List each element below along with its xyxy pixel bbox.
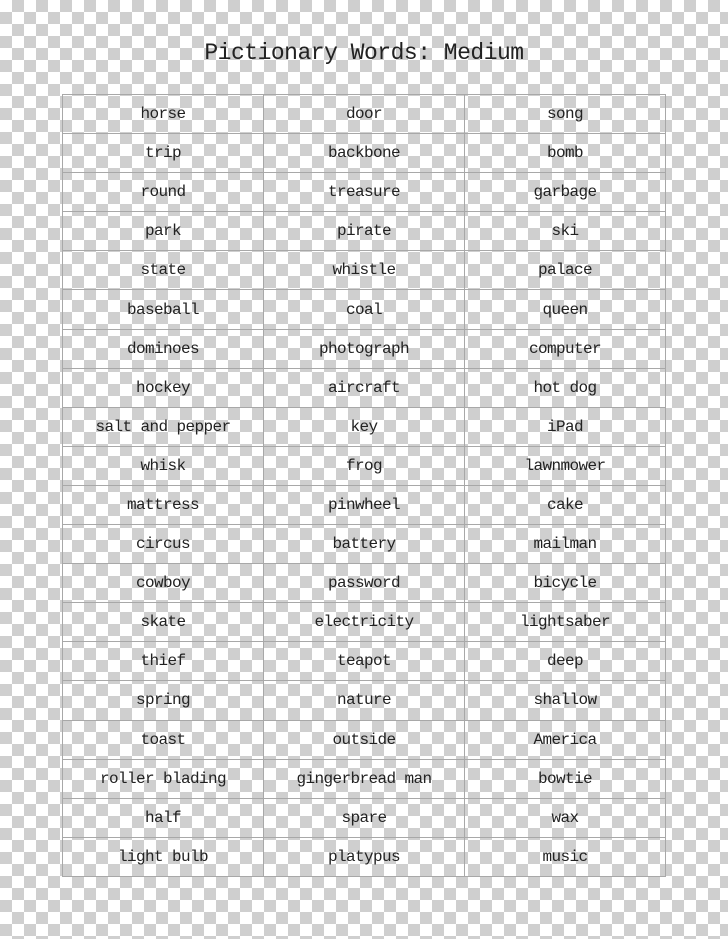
table-row xyxy=(63,720,666,759)
word-cell: hockey xyxy=(63,368,264,407)
word-cell: lightsaber xyxy=(465,603,666,642)
word-cell: bomb xyxy=(465,134,666,173)
word-cell: deep xyxy=(465,642,666,681)
word-cell: cake xyxy=(465,485,666,524)
word-cell: lawnmower xyxy=(465,446,666,485)
word-cell: password xyxy=(264,564,465,603)
word-cell: wax xyxy=(465,798,666,837)
word-cell: light bulb xyxy=(63,837,264,876)
word-cell: round xyxy=(63,173,264,212)
word-cell: pinwheel xyxy=(264,485,465,524)
word-cell: computer xyxy=(465,329,666,368)
word-cell: hot dog xyxy=(465,368,666,407)
word-cell: whistle xyxy=(264,251,465,290)
word-cell: half xyxy=(63,798,264,837)
word-cell: garbage xyxy=(465,173,666,212)
table-row xyxy=(63,251,666,290)
word-table-body xyxy=(63,95,666,877)
word-cell: toast xyxy=(63,720,264,759)
table-row xyxy=(63,368,666,407)
table-row xyxy=(63,329,666,368)
word-cell: song xyxy=(465,95,666,134)
table-row xyxy=(63,525,666,564)
word-cell: door xyxy=(264,95,465,134)
word-cell: state xyxy=(63,251,264,290)
word-cell: ski xyxy=(465,212,666,251)
word-cell: park xyxy=(63,212,264,251)
word-cell: salt and pepper xyxy=(63,407,264,446)
word-cell: America xyxy=(465,720,666,759)
word-cell: music xyxy=(465,837,666,876)
word-table xyxy=(62,94,666,877)
word-cell: skate xyxy=(63,603,264,642)
word-cell: palace xyxy=(465,251,666,290)
table-row xyxy=(63,798,666,837)
table-row xyxy=(63,837,666,876)
word-cell: bowtie xyxy=(465,759,666,798)
table-row xyxy=(63,642,666,681)
word-cell: shallow xyxy=(465,681,666,720)
table-row xyxy=(63,95,666,134)
word-cell: spare xyxy=(264,798,465,837)
word-cell: whisk xyxy=(63,446,264,485)
table-row xyxy=(63,290,666,329)
page-title: Pictionary Words: Medium xyxy=(204,40,524,66)
word-cell: battery xyxy=(264,525,465,564)
table-row xyxy=(63,759,666,798)
word-cell: queen xyxy=(465,290,666,329)
word-cell: gingerbread man xyxy=(264,759,465,798)
table-row xyxy=(63,564,666,603)
word-cell: iPad xyxy=(465,407,666,446)
word-cell: horse xyxy=(63,95,264,134)
table-row xyxy=(63,173,666,212)
word-cell: electricity xyxy=(264,603,465,642)
word-cell: cowboy xyxy=(63,564,264,603)
word-cell: teapot xyxy=(264,642,465,681)
table-row xyxy=(63,134,666,173)
word-cell: roller blading xyxy=(63,759,264,798)
word-cell: frog xyxy=(264,446,465,485)
word-cell: photograph xyxy=(264,329,465,368)
table-row xyxy=(63,212,666,251)
word-cell: thief xyxy=(63,642,264,681)
word-cell: key xyxy=(264,407,465,446)
word-cell: coal xyxy=(264,290,465,329)
table-row xyxy=(63,681,666,720)
word-cell: treasure xyxy=(264,173,465,212)
word-cell: spring xyxy=(63,681,264,720)
word-cell: mailman xyxy=(465,525,666,564)
word-cell: circus xyxy=(63,525,264,564)
table-row xyxy=(63,446,666,485)
word-cell: platypus xyxy=(264,837,465,876)
word-cell: bicycle xyxy=(465,564,666,603)
word-cell: outside xyxy=(264,720,465,759)
word-cell: baseball xyxy=(63,290,264,329)
table-row xyxy=(63,407,666,446)
word-cell: pirate xyxy=(264,212,465,251)
table-row xyxy=(63,485,666,524)
word-cell: backbone xyxy=(264,134,465,173)
word-cell: nature xyxy=(264,681,465,720)
table-row xyxy=(63,603,666,642)
word-cell: aircraft xyxy=(264,368,465,407)
word-cell: mattress xyxy=(63,485,264,524)
word-cell: dominoes xyxy=(63,329,264,368)
word-cell: trip xyxy=(63,134,264,173)
